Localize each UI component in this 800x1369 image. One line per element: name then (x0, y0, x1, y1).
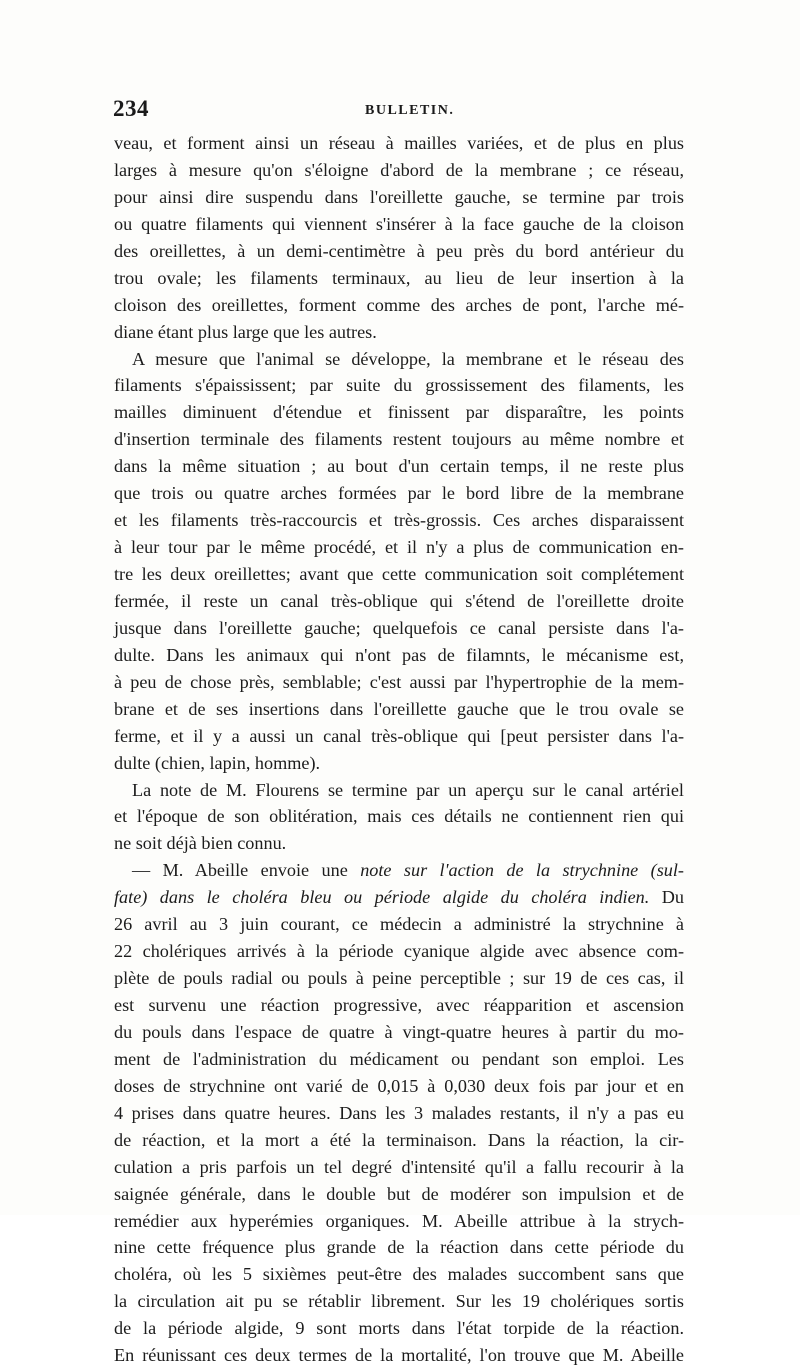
text-line: nine cette fréquence plus grande de la réaction dans cette période du (114, 1237, 684, 1258)
text-line: saignée générale, dans le double but de modérer son impulsion et de (114, 1183, 684, 1204)
text-line: culation a pris parfois un tel degré d'intensité qu'il a fallu recourir à la (114, 1156, 684, 1177)
page-number: 234 (113, 96, 149, 121)
text-line: pour ainsi dire suspendu dans l'oreillette gauche, se termine par trois (114, 186, 684, 207)
text-line: 4 prises dans quatre heures. Dans les 3 malades restants, il n'y a pas eu (114, 1102, 684, 1123)
text-line: que trois ou quatre arches formées par le bord libre de la membrane (114, 483, 684, 504)
text-line: brane et de ses insertions dans l'oreillette gauche que le trou ovale se (114, 698, 684, 719)
text-line (114, 857, 684, 884)
text-line: est survenu une réaction progressive, avec réapparition et ascension (114, 995, 684, 1015)
text-line: dulte. Dans les animaux qui n'ont pas de filamnts, le mécanisme est, (114, 644, 684, 665)
text-line: A mesure que l'animal se développe, la membrane et le réseau des (132, 348, 684, 369)
text-line: trou ovale; les filaments terminaux, au lieu de leur insertion à la (114, 267, 684, 288)
text-line: du pouls dans l'espace de quatre à vingt-quatre heures à partir du mo- (114, 1021, 684, 1042)
text-line: la circulation ait pu se rétablir librement. Sur les 19 cholériques sortis (114, 1291, 684, 1312)
italic-title: fate) dans le choléra bleu ou période algide du choléra indien. (114, 887, 650, 908)
text-line: ou quatre filaments qui viennent s'insérer à la face gauche de la cloison (114, 213, 684, 234)
text-line: La note de M. Flourens se termine par un aperçu sur le canal artériel (132, 779, 684, 800)
text-line: remédier aux hyperémies organiques. M. Abeille attribue à la strych- (114, 1210, 684, 1231)
text-line: d'insertion terminale des filaments restent toujours au même nombre et (114, 429, 684, 450)
text-line: filaments s'épaississent; par suite du grossissement des filaments, les (114, 375, 684, 396)
text-line: à leur tour par le même procédé, et il n'y a plus de communication en- (114, 537, 684, 558)
text-line (114, 884, 684, 911)
running-title: BULLETIN. (365, 103, 455, 118)
text-line: à peu de chose près, semblable; c'est aussi par l'hypertrophie de la mem- (114, 671, 684, 692)
text-line: dans la même situation ; au bout d'un certain temps, il ne reste plus (114, 456, 684, 477)
text-line: de réaction, et la mort a été la terminaison. Dans la réaction, la cir- (114, 1129, 684, 1150)
text-line: et l'époque de son oblitération, mais ces détails ne contiennent rien qui (114, 806, 684, 827)
text-line: ferme, et il y a aussi un canal très-oblique qui [peut persister dans l'a- (114, 725, 684, 746)
text-line: ne soit déjà bien connu. (114, 833, 287, 854)
text-line: plète de pouls radial ou pouls à peine perceptible ; sur 19 de ces cas, il (114, 968, 684, 989)
text-run: — M. Abeille envoie une (132, 860, 361, 881)
text-line: mailles diminuent d'étendue et finissent par disparaître, les points (114, 402, 684, 423)
text-line: fermée, il reste un canal très-oblique qui s'étend de l'oreillette droite (114, 590, 684, 611)
text-line: 22 cholériques arrivés à la période cyanique algide avec absence com- (114, 941, 684, 962)
text-run: Du (649, 887, 685, 908)
text-line: de la période algide, 9 sont morts dans l'état torpide de la réaction. (114, 1318, 684, 1339)
text-line: tre les deux oreillettes; avant que cette communication soit complétement (114, 564, 684, 584)
text-line: dulte (chien, lapin, homme). (114, 752, 321, 773)
text-line: jusque dans l'oreillette gauche; quelquefois ce canal persiste dans l'a- (114, 617, 684, 638)
text-line: choléra, où les 5 sixièmes peut-être des malades succombent sans que (114, 1264, 684, 1285)
text-line: 26 avril au 3 juin courant, ce médecin a administré la strychnine à (114, 914, 684, 935)
italic-title: note sur l'action de la strychnine (sul- (360, 860, 684, 881)
body-text (114, 130, 684, 1369)
text-line: ment de l'administration du médicament ou pendant son emploi. Les (114, 1048, 684, 1069)
text-line: larges à mesure qu'on s'éloigne d'abord de la membrane ; ce réseau, (114, 159, 684, 180)
page-header (113, 96, 683, 124)
text-line: En réunissant ces deux termes de la mortalité, l'on trouve que M. Abeille (114, 1345, 684, 1366)
text-line: et les filaments très-raccourcis et très-grossis. Ces arches disparaissent (114, 510, 684, 531)
text-line: diane étant plus large que les autres. (114, 321, 377, 342)
text-line: des oreillettes, à un demi-centimètre à peu près du bord antérieur du (114, 240, 684, 261)
text-line: veau, et forment ainsi un réseau à mailles variées, et de plus en plus (114, 133, 684, 153)
text-line: cloison des oreillettes, forment comme des arches de pont, l'arche mé- (114, 294, 684, 315)
text-line: doses de strychnine ont varié de 0,015 à 0,030 deux fois par jour et en (114, 1075, 684, 1096)
